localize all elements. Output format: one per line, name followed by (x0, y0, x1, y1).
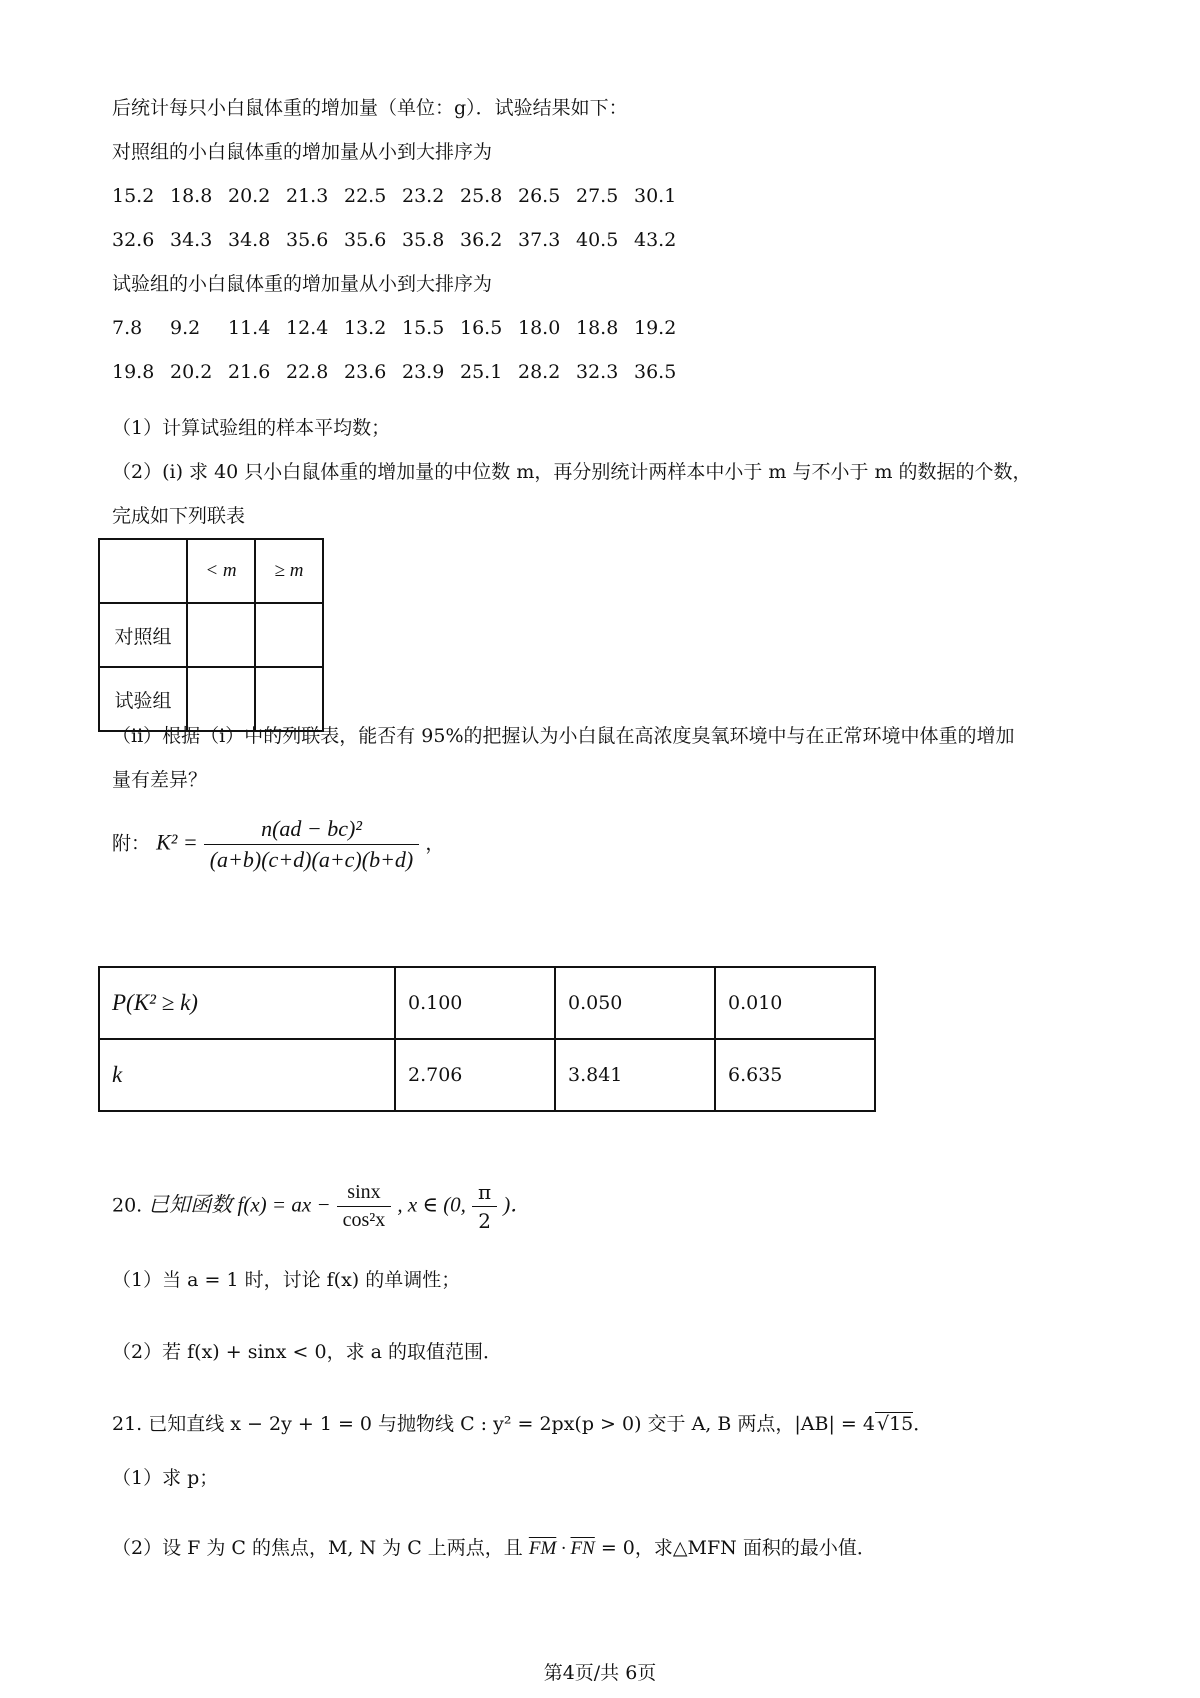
data-value: 19.2 (634, 317, 677, 339)
table-row (99, 539, 323, 603)
q20-domain-denominator: 2 (478, 1209, 491, 1233)
q21-sqrt: √15 (876, 1413, 914, 1435)
data-value: 35.6 (344, 229, 387, 251)
data-value: 25.8 (460, 185, 503, 207)
table-cell (255, 667, 323, 731)
data-value: 18.8 (576, 317, 619, 339)
row-header-test: 试验组 (99, 667, 187, 731)
table-cell: 0.010 (715, 967, 875, 1039)
probability-label: P(K² ≥ k) (99, 967, 395, 1039)
intro-text: 后统计每只小白鼠体重的增加量（单位：g）．试验结果如下： (112, 97, 628, 119)
data-value: 32.6 (112, 229, 155, 251)
test-row-1 (112, 316, 692, 340)
data-value: 28.2 (518, 361, 561, 383)
dot-operator: · (556, 1538, 571, 1559)
q20-domain-numerator: π (472, 1180, 497, 1207)
q21-post: ． (913, 1413, 933, 1435)
data-value: 11.4 (228, 317, 271, 339)
data-value: 27.5 (576, 185, 619, 207)
data-value: 25.1 (460, 361, 503, 383)
data-value: 7.8 (112, 317, 143, 339)
q20-frac-denominator: cos²x (342, 1209, 386, 1231)
data-value: 35.6 (286, 229, 329, 251)
table-row (99, 667, 323, 731)
q20-fraction (337, 1181, 392, 1232)
q21-text: 21. 已知直线 x − 2y + 1 = 0 与抛物线 C : y² = 2px(p > 0) 交于 A, B 两点，|AB| = 4 (112, 1413, 875, 1435)
data-value: 35.8 (402, 229, 445, 251)
control-group-label: 对照组的小白鼠体重的增加量从小到大排序为 (112, 141, 493, 163)
q21-part2-post: = 0，求△MFN 面积的最小值． (594, 1537, 876, 1559)
data-value: 21.3 (286, 185, 329, 207)
column-header-ge-m: ≥ m (255, 539, 323, 603)
critical-value-table (98, 966, 876, 1112)
q19-part1: （1）计算试验组的样本平均数； (112, 417, 391, 439)
control-row-2 (112, 228, 692, 252)
q20-function: 已知函数 f(x) = ax − (148, 1192, 331, 1217)
formula-denominator: (a+b)(c+d)(a+c)(b+d) (209, 847, 414, 872)
data-value: 18.0 (518, 317, 561, 339)
q20-domain-pre: , x ∈ (0, (397, 1192, 466, 1217)
control-row-1 (112, 184, 692, 208)
table-cell: 3.841 (555, 1039, 715, 1111)
data-value: 16.5 (460, 317, 503, 339)
q21-sqrt-value: 15 (889, 1413, 914, 1435)
k-squared-formula (112, 816, 444, 873)
page-footer: 第4页/共 6页 (543, 1662, 657, 1684)
q21-statement (112, 1412, 932, 1436)
table-cell (187, 667, 255, 731)
formula-tail: ， (425, 832, 445, 855)
q21-part1: （1）求 p； (112, 1467, 219, 1489)
data-value: 30.1 (634, 185, 677, 207)
table-cell: 0.050 (555, 967, 715, 1039)
q19-part2-line1: （2）(i) 求 40 只小白鼠体重的增加量的中位数 m，再分别统计两样本中小于 m 与不小于 m 的数据的个数， (112, 461, 1032, 483)
table-row (99, 1039, 875, 1111)
q20-domain-post: )． (503, 1192, 532, 1217)
data-value: 19.8 (112, 361, 155, 383)
data-value: 34.8 (228, 229, 271, 251)
formula-lhs: K² = (156, 829, 198, 855)
contingency-table (98, 538, 324, 732)
data-value: 12.4 (286, 317, 329, 339)
test-group-label: 试验组的小白鼠体重的增加量从小到大排序为 (112, 273, 493, 295)
data-value: 20.2 (170, 361, 213, 383)
appendix-label: 附： (112, 832, 151, 855)
data-value: 18.8 (170, 185, 213, 207)
data-value: 22.8 (286, 361, 329, 383)
q20-domain-fraction (472, 1180, 497, 1233)
formula-fraction (204, 816, 420, 873)
data-value: 34.3 (170, 229, 213, 251)
data-value: 43.2 (634, 229, 677, 251)
k-label: k (99, 1039, 395, 1111)
q20-statement (112, 1180, 531, 1233)
test-row-2 (112, 360, 692, 384)
vector-fn: $\overline{FN}$ (570, 1538, 595, 1559)
row-header-control: 对照组 (99, 603, 187, 667)
vector-fm: $\overline{FM}$ (528, 1538, 557, 1559)
data-value: 21.6 (228, 361, 271, 383)
q19-part2ii-line2: 量有差异？ (112, 769, 208, 791)
q20-frac-numerator: sinx (337, 1181, 392, 1207)
table-row (99, 603, 323, 667)
q19-part2ii-line1: （ii）根据（i）中的列联表，能否有 95%的把握认为小白鼠在高浓度臭氧环境中与在正常环境中体重的增加 (112, 725, 1015, 747)
data-value: 26.5 (518, 185, 561, 207)
data-value: 22.5 (344, 185, 387, 207)
data-value: 15.5 (402, 317, 445, 339)
data-value: 32.3 (576, 361, 619, 383)
data-value: 20.2 (228, 185, 271, 207)
q21-part2 (112, 1536, 876, 1561)
data-value: 13.2 (344, 317, 387, 339)
data-value: 40.5 (576, 229, 619, 251)
formula-numerator: n(ad − bc)² (204, 816, 420, 845)
data-value: 36.2 (460, 229, 503, 251)
table-cell: 0.100 (395, 967, 555, 1039)
data-value: 37.3 (518, 229, 561, 251)
table-cell: 2.706 (395, 1039, 555, 1111)
data-value: 23.2 (402, 185, 445, 207)
table-cell (187, 603, 255, 667)
data-value: 36.5 (634, 361, 677, 383)
table-cell (99, 539, 187, 603)
column-header-lt-m: < m (187, 539, 255, 603)
q19-part2-line2: 完成如下列联表 (112, 505, 246, 527)
table-cell (255, 603, 323, 667)
data-value: 23.6 (344, 361, 387, 383)
q21-part2-text: （2）设 F 为 C 的焦点，M, N 为 C 上两点，且 (112, 1537, 523, 1559)
data-value: 15.2 (112, 185, 155, 207)
data-value: 23.9 (402, 361, 445, 383)
table-row (99, 967, 875, 1039)
data-value: 9.2 (170, 317, 201, 339)
q20-part2: （2）若 f(x) + sinx < 0，求 a 的取值范围． (112, 1341, 502, 1363)
q20-number: 20. (112, 1194, 143, 1217)
table-cell: 6.635 (715, 1039, 875, 1111)
q20-part1: （1）当 a = 1 时，讨论 f(x) 的单调性； (112, 1269, 461, 1291)
